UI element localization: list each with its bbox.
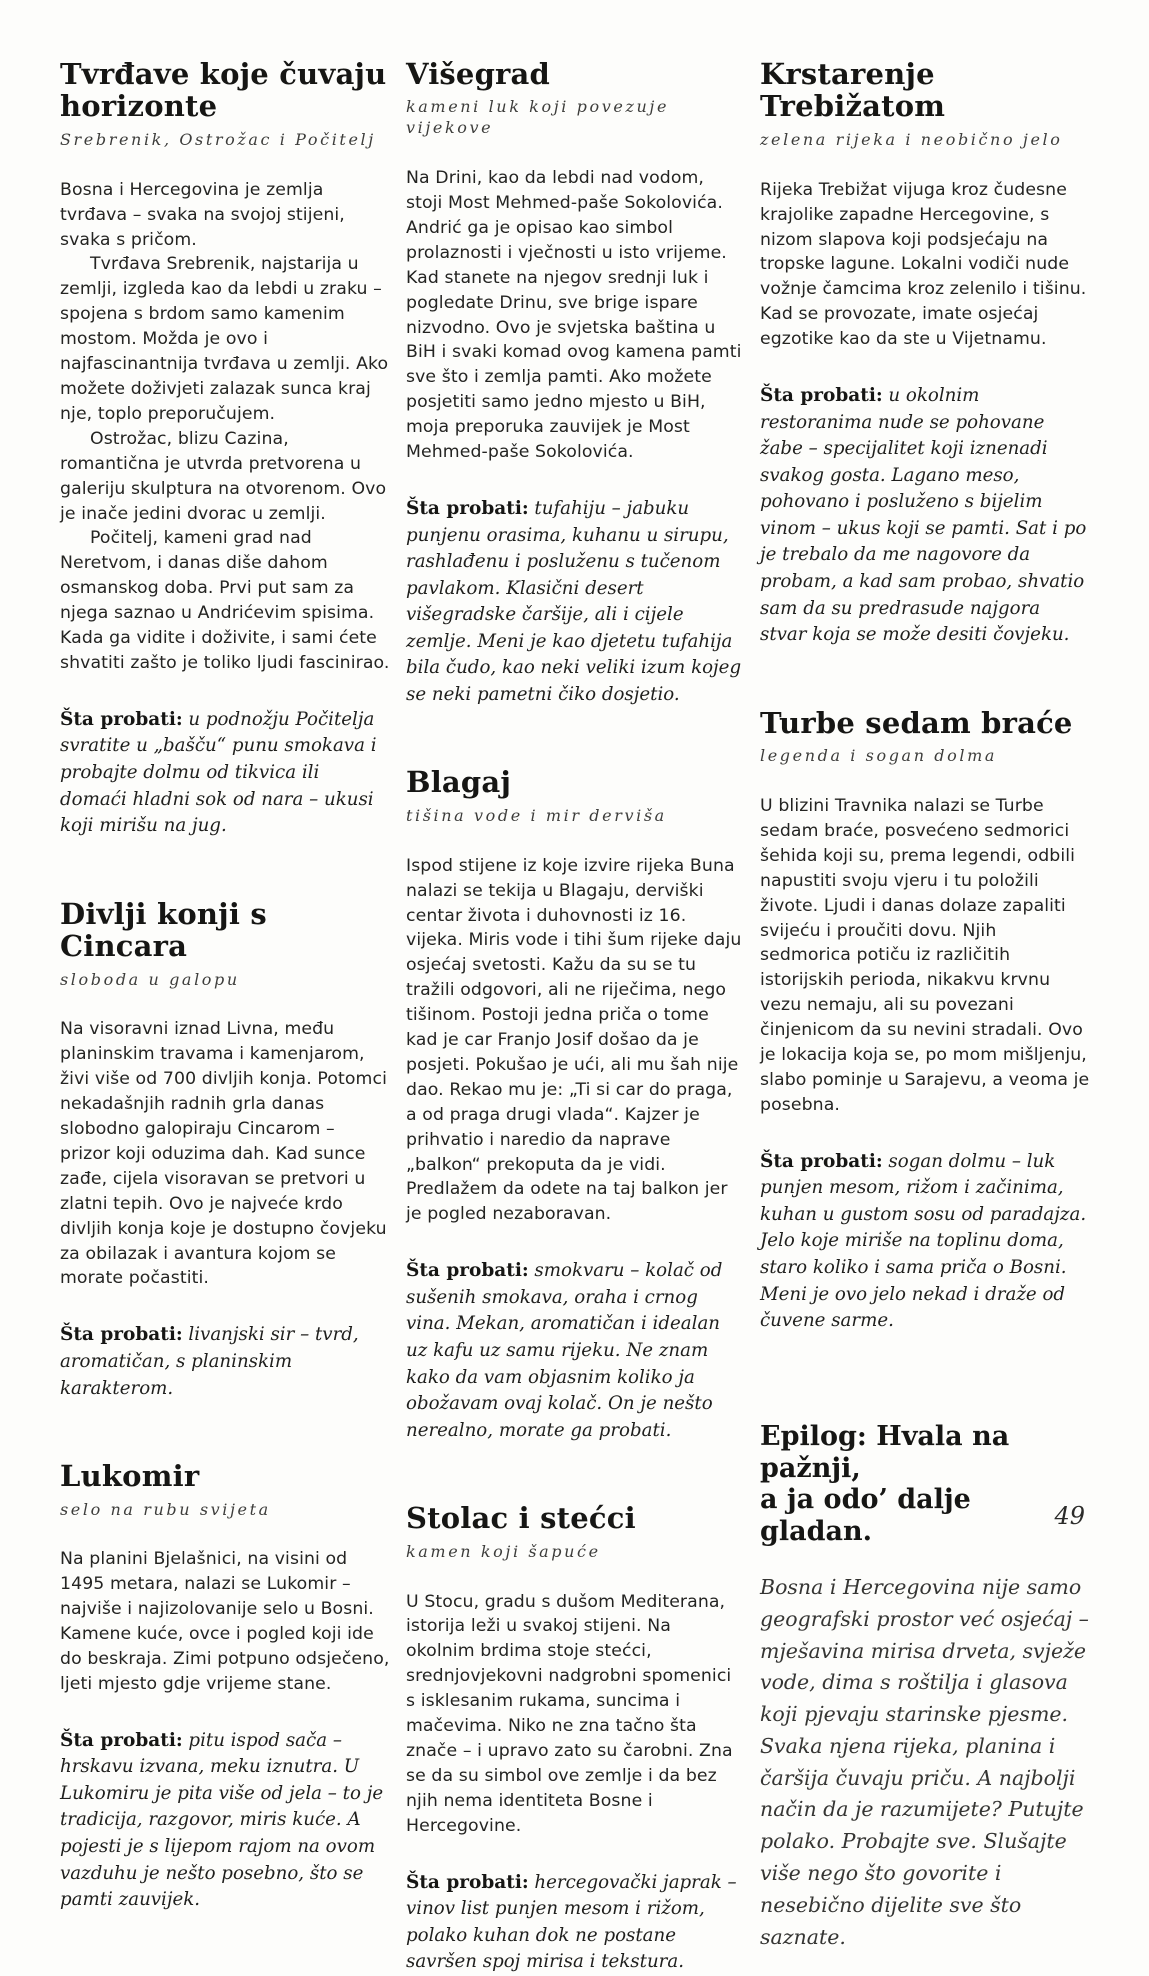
page-number: 49	[1054, 1502, 1085, 1530]
article-paragraph: Na visoravni iznad Livna, među planinskim travama i kamenjarom, živi više od 700 divljih konja. Potomci nekadašnjih radnih grla danas slobodno galopiraju Cincarom – prizor koji oduzima dah. Kad sunce zađe, cijela visoravan se pretvori u zlatni tepih. Ovo je najveće krdo divljih konja koje je dostupno čovjeku za obilazak i avantura kojom se morate počastiti.	[60, 1019, 387, 1289]
article-paragraph: U blizini Travnika nalazi se Turbe sedam braće, posvećeno sedmorici šehida koji su, prema legendi, odbili napustiti svoju vjeru i tu položili živote. Ljudi i danas dolaze zapaliti svijeću i proučiti dovu. Njih sedmorica potiču iz različitih istorijskih perioda, nikakvu krvnu vezu nemaju, ali su povezani činjenicom da su nevini stradali. Ovo je lokacija koja se, po mom mišljenju, slabo pominje u Sarajevu, a veoma je posebna.	[760, 795, 1090, 1115]
article-paragraph: Na planini Bjelašnici, na visini od 1495 metara, nalazi se Lukomir – najviše i najizolovanije selo u Bosni. Kamene kuće, ovce i pogled koji ide do beskraja. Zimi potpuno odsječeno, ljeti mjesto gdje vrijeme stane.	[60, 1549, 390, 1694]
article-turbe	[760, 707, 1092, 1335]
magazine-page	[60, 58, 1092, 1976]
article-title: Stolac i stećci	[406, 1501, 636, 1536]
article-title: Višegrad	[406, 57, 551, 91]
try-paragraph	[406, 1869, 744, 1976]
column-2	[406, 58, 744, 1976]
try-label: Šta probati:	[760, 1150, 883, 1172]
try-paragraph	[406, 1257, 744, 1444]
try-label: Šta probati:	[406, 1260, 529, 1282]
article-trebizat	[760, 58, 1092, 649]
article-body	[60, 1017, 390, 1291]
article-body	[60, 178, 390, 676]
article-blagaj	[406, 766, 744, 1444]
try-paragraph	[760, 1148, 1092, 1335]
try-label: Šta probati:	[406, 497, 529, 519]
article-title: Tvrđave koje čuvaju horizonte	[60, 57, 387, 124]
try-text: u podnožju Počitelja svratite u „bašču“ punu smokava i probajte dolmu od tikvica ili domaći hladni sok od nara – ukusi koji mirišu na jug.	[60, 708, 377, 837]
column-1	[60, 58, 390, 1976]
article-subtitle: kamen koji šapuće	[406, 1541, 601, 1561]
epilog-section	[760, 1421, 1092, 1954]
article-body	[406, 1590, 744, 1839]
try-text: pitu ispod sača – hrskavu izvana, meku iznutra. U Lukomiru je pita više od jela – to je tradicija, razgovor, miris kuće. A pojesti je s lijepom rajom na ovom vazduhu je nešto posebno, što se pamti zauvijek.	[60, 1729, 384, 1911]
article-paragraph: U Stocu, gradu s dušom Mediterana, istorija leži u svakoj stijeni. Na okolnim brdima stoje stećci, srednjovjekovni nadgrobni spomenici s isklesanim rukama, suncima i mačevima. Niko ne zna tačno šta znače – i upravo zato su čarobni. Zna se da su simbol ove zemlje i da bez njih nema identiteta Bosne i Hercegovine.	[406, 1591, 733, 1836]
article-paragraph: Rijeka Trebižat vijuga kroz čudesne krajolike zapadne Hercegovine, s nizom slapova koji podsjećaju na tropske lagune. Lokalni vodiči nude vožnje čamcima kroz zelenilo i tišinu. Kad se provozate, imate osjećaj egzotike kao da ste u Vijetnamu.	[760, 179, 1087, 350]
article-body	[406, 166, 744, 465]
article-body	[406, 854, 744, 1228]
try-text: livanjski sir – tvrd, aromatičan, s planinskim karakterom.	[60, 1324, 359, 1399]
article-title: Blagaj	[406, 765, 512, 800]
article-title: Krstarenje Trebižatom	[760, 57, 946, 124]
try-paragraph	[760, 382, 1092, 649]
article-lukomir	[60, 1460, 390, 1914]
epilog-title	[760, 1421, 1092, 1548]
column-3	[760, 58, 1092, 1976]
try-label: Šta probati:	[760, 385, 883, 407]
try-label: Šta probati:	[60, 1729, 183, 1751]
epilog-title-line1: Epilog: Hvala na pažnji,	[760, 1420, 1010, 1484]
try-text: smokvaru – kolač od sušenih smokava, oraha i crnog vina. Mekan, aromatičan i idealan uz kafu uz samu rijeku. Ne znam kako da vam objasnim koliko ja obožavam ovaj kolač. On je nešto nerealno, morate ga probati.	[406, 1260, 723, 1441]
article-stolac	[406, 1502, 744, 1976]
column-layout	[60, 58, 1092, 1976]
try-paragraph	[60, 1727, 390, 1914]
article-tvrdave	[60, 58, 390, 840]
article-subtitle: tišina vode i mir derviša	[406, 805, 667, 825]
article-title: Divlji konji s Cincara	[60, 896, 267, 964]
article-paragraph: Bosna i Hercegovina je zemlja tvrđava – svaka na svojoj stijeni, svaka s pričom.	[60, 179, 345, 250]
article-paragraph: Ostrožac, blizu Cazina, romantična je utvrda pretvorena u galeriju skulptura na otvorenom. Ovo je inače jedini dvorac u zemlji.	[60, 428, 387, 524]
article-paragraph: Ispod stijene iz koje izvire rijeka Buna nalazi se tekija u Blagaju, derviški centar života i duhovnosti iz 16. vijeka. Miris vode i tihi šum rijeke daju osjećaj svetosti. Kažu da su se tu tražili odgovori, ali ne riječima, nego tišinom. Postoji jedna priča o tome kad je car Franjo Josif došao da je posjeti. Pokušao je ući, ali mu šah nije dao. Rekao mu je: „Ti si car do praga, a od praga drugi vlada“. Kajzer je prihvatio i naredio da naprave „balkon“ prekoputa da je vidi. Predlažem da odete na taj balkon jer je pogled nezaboravan.	[406, 855, 742, 1225]
article-paragraph: Počitelj, kameni grad nad Neretvom, i danas diše dahom osmanskog doba. Prvi put sam za njega saznao u Andrićevim spisima. Kada ga vidite i doživite, i sami ćete shvatiti zašto je toliko ljudi fascinirao.	[60, 528, 390, 673]
try-text: hercegovački japrak – vinov list punjen mesom i rižom, polako kuhan dok ne postane savršen spoj mirisa i tekstura.	[406, 1871, 737, 1973]
article-paragraph: Na Drini, kao da lebdi nad vodom, stoji Most Mehmed-paše Sokolovića. Andrić ga je opisao kao simbol prolaznosti i vječnosti u isto vrijeme. Kad stanete na njegov srednji luk i pogledate Drinu, sve brige ispare nizvodno. Ovo je svjetska baština u BiH i svaki komad ovog kamena pamti sve što i zemlja pamti. Ako možete posjetiti samo jedno mjesto u BiH, moja preporuka zauvijek je Most Mehmed-paše Sokolovića.	[406, 168, 742, 463]
article-subtitle: selo na rubu svijeta	[60, 1499, 271, 1519]
epilog-title-line2: a ja odo’ dalje gladan.	[760, 1484, 971, 1548]
article-divlji-konji	[60, 898, 390, 1402]
article-subtitle: sloboda u galopu	[60, 969, 240, 989]
epilog-body: Bosna i Hercegovina nije samo geografski prostor već osjećaj – mješavina mirisa drveta, svježe vode, dima s roštilja i glasova koji pjevaju starinske pjesme. Svaka njena rijeka, planina i čaršija čuvaju priču. A najbolji način da je razumijete? Putujte polako. Probajte sve. Slušajte više nego što govorite i nesebično dijelite sve što saznate.	[760, 1575, 1089, 1949]
try-text: u okolnim restoranima nude se pohovane žabe – specijalitet koji iznenadi svakog gosta. Lagano meso, pohovano i posluženo s bijelim vinom – ukus koji se pamti. Sat i po je trebalo da me nagovore da probam, a kad sam probao, shvatio sam da su predrasude najgora stvar koja se može desiti čovjeku.	[760, 385, 1087, 646]
try-paragraph	[406, 495, 744, 709]
article-title: Lukomir	[60, 1459, 200, 1494]
try-paragraph	[60, 1321, 390, 1402]
article-subtitle: kameni luk koji povezuje vijekove	[406, 97, 670, 138]
article-body	[760, 178, 1092, 352]
try-paragraph	[60, 706, 390, 840]
article-visegrad	[406, 58, 744, 708]
article-subtitle: zelena rijeka i neobično jelo	[760, 129, 1063, 149]
article-subtitle: legenda i sogan dolma	[760, 746, 997, 766]
article-paragraph: Tvrđava Srebrenik, najstarija u zemlji, izgleda kao da lebdi u zraku – spojena s brdom samo kamenim mostom. Možda je ovo i najfascinantnija tvrđava u zemlji. Ako možete doživjeti zalazak sunca kraj nje, toplo preporučujem.	[60, 254, 389, 424]
try-text: tufahiju – jabuku punjenu orasima, kuhanu u sirupu, rashlađenu i posluženu s tučenom pavlakom. Klasični desert višegradske čaršije, ali i cijele zemlje. Meni je kao djetetu tufahija bila čudo, kao neki veliki izum kojeg se neki pametni čiko dosjetio.	[406, 497, 742, 705]
article-subtitle: Srebrenik, Ostrožac i Počitelj	[60, 129, 376, 149]
try-label: Šta probati:	[406, 1871, 529, 1893]
try-text: sogan dolmu – luk punjen mesom, rižom i začinima, kuhan u gustom sosu od paradajza. Jelo koje miriše na toplinu doma, staro koliko i sama priča o Bosni. Meni je ovo jelo nekad i draže od čuvene sarme.	[760, 1150, 1087, 1332]
article-body	[760, 794, 1092, 1118]
article-title: Turbe sedam braće	[760, 705, 1073, 740]
try-label: Šta probati:	[60, 1324, 183, 1346]
try-label: Šta probati:	[60, 708, 183, 730]
article-body	[60, 1547, 390, 1696]
